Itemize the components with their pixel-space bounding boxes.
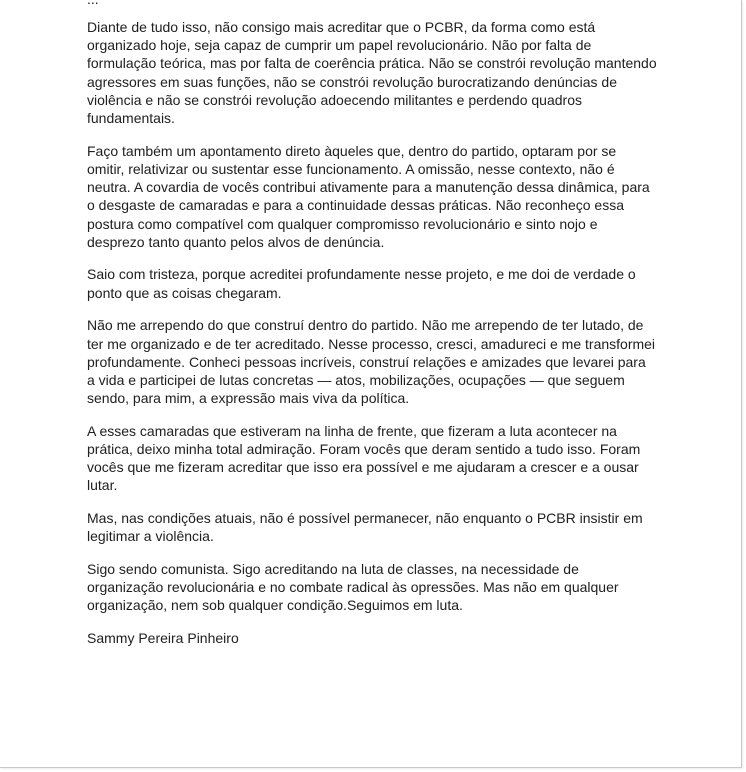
paragraph-3: Saio com tristeza, porque acreditei profundamente nesse projeto, e me doi de verdade o ponto que as coisas chegaram. [87,266,636,301]
paragraph-6: Mas, nas condições atuais, não é possível permanecer, não enquanto o PCBR insistir em legitimar a violência. [87,510,643,545]
clipped-previous-line [87,0,99,8]
paragraph-5: A esses camaradas que estiveram na linha de frente, que fizeram a luta acontecer na prática, deixo minha total admiração. Foram vocês que deram sentido a tudo isso. Foram vocês que me fizeram acreditar que isso era possível e me ajudaram a crescer e a ousar lutar. [87,422,641,494]
document-body [87,18,657,662]
signature: Sammy Pereira Pinheiro [87,630,239,647]
paragraph-4: Não me arrependo do que construí dentro do partido. Não me arrependo de ter lutado, de ter me organizado e de ter acreditado. Nesse processo, cresci, amadureci e me transformei profundamente. Conheci pessoas incríveis, construí relações e amizades que levarei para a vida e participei de lutas concretas — atos, mobilizações, ocupações — que seguem sendo, para mim, a expressão mais viva da política. [87,317,656,407]
paragraph-7: Sigo sendo comunista. Sigo acreditando na luta de classes, na necessidade de organização revolucionária e no combate radical às opressões. Mas não em qualquer organização, nem sob qualquer condição.Seguimos em luta. [87,561,619,614]
paragraph-2: Faço também um apontamento direto àqueles que, dentro do partido, optaram por se omitir, relativizar ou sustentar esse funcionamento. A omissão, nesse contexto, não é neutra. A covardia de vocês contribui ativamente para a manutenção dessa dinâmica, para o desgaste de camaradas e para a continuidade dessas práticas. Não reconheço essa postura como compatível com qualquer compromisso revolucionário e sinto nojo e desprezo tanto quanto pelos alvos de denúncia. [87,142,650,250]
paragraph-1: Diante de tudo isso, não consigo mais acreditar que o PCBR, da forma como está organizado hoje, seja capaz de cumprir um papel revolucionário. Não por falta de formulação teórica, mas por falta de coerência prática. Não se constrói revolução mantendo agressores em suas funções, não se constrói revolução burocratizando denúncias de violência e não se constrói revolução adoecendo militantes e perdendo quadros fundamentais. [87,19,657,127]
